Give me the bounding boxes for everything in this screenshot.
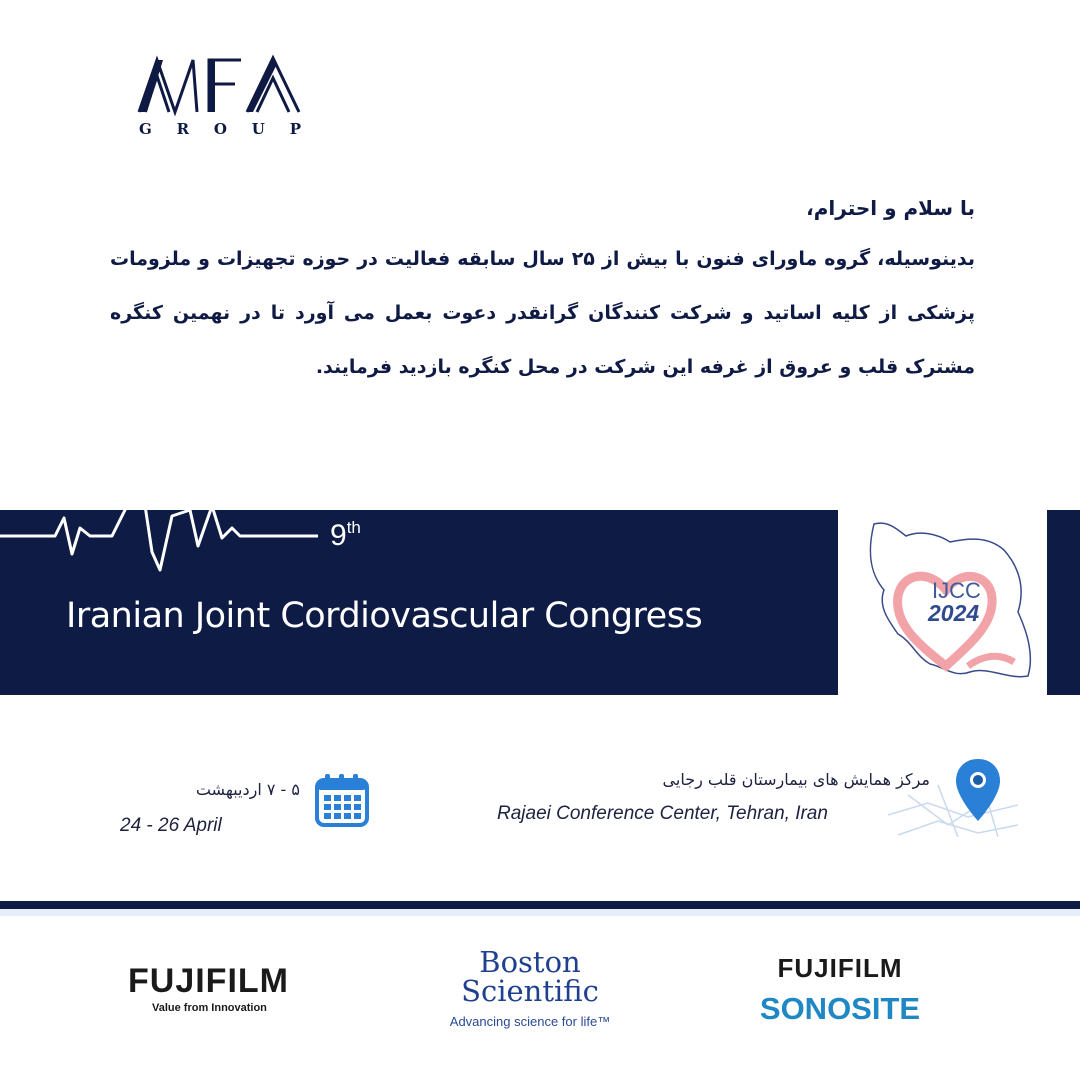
- congress-title: Iranian Joint Cordiovascular Congress: [66, 596, 703, 636]
- logo-letter: G: [139, 120, 152, 138]
- date-persian: ۵ - ۷ اردیبهشت: [195, 780, 300, 799]
- fujifilm-tagline: Value from Innovation: [152, 1002, 267, 1014]
- edition-digit: 9: [330, 519, 347, 552]
- ijcc-badge-name: IJCC: [932, 578, 981, 603]
- footer-divider-light: [0, 909, 1080, 916]
- boston-line-1: Boston: [479, 945, 581, 979]
- calendar-icon: [314, 772, 370, 828]
- logo-letter: R: [176, 120, 190, 138]
- logo-letter: U: [251, 120, 265, 138]
- sonosite-name: SONOSITE: [759, 991, 921, 1026]
- ijcc-badge-year: 2024: [928, 600, 980, 626]
- heartbeat-line-icon: [0, 468, 320, 578]
- mfa-group-logo: [135, 52, 305, 142]
- logo-letter: O: [213, 120, 227, 138]
- letter-body: بدینوسیله، گروه ماورای فنون با بیش از ۲۵ سال سابقه فعالیت در حوزه تجهیزات و ملزومات پزشکی از کلیه اساتید و شرکت کنندگان گرانقدر دعوت بعمل می آورد تا در نهمین کنگره مشترک قلب و عروق از غرفه این شرکت در محل کنگره بازدید فرمایند.: [110, 248, 975, 378]
- map-pin-icon: [888, 755, 1018, 837]
- boston-tagline: Advancing science for life™: [449, 1014, 611, 1029]
- fujifilm-name: FUJIFILM: [128, 962, 289, 1000]
- greeting-text: با سلام و احترام،: [806, 196, 975, 220]
- invitation-letter: [110, 188, 975, 394]
- boston-line-2: Scientific: [461, 974, 599, 1008]
- fujifilm-sonosite-name: FUJIFILM: [777, 953, 903, 983]
- banner-edge: [1047, 510, 1080, 695]
- venue-persian: مرکز همایش های بیمارستان قلب رجایی: [662, 770, 930, 789]
- venue-english: Rajaei Conference Center, Tehran, Iran: [497, 803, 828, 824]
- date-english: 24 - 26 April: [120, 815, 222, 836]
- footer-divider: [0, 901, 1080, 909]
- edition-suffix: th: [346, 518, 361, 537]
- fujifilm-sonosite-logo: [750, 953, 930, 1029]
- boston-scientific-logo: [430, 945, 630, 1029]
- logo-subtitle: [135, 120, 305, 138]
- logo-letter: P: [289, 120, 301, 138]
- edition-number: [330, 510, 361, 554]
- mfa-logo-mark: [135, 52, 305, 116]
- fujifilm-logo: [128, 962, 313, 1014]
